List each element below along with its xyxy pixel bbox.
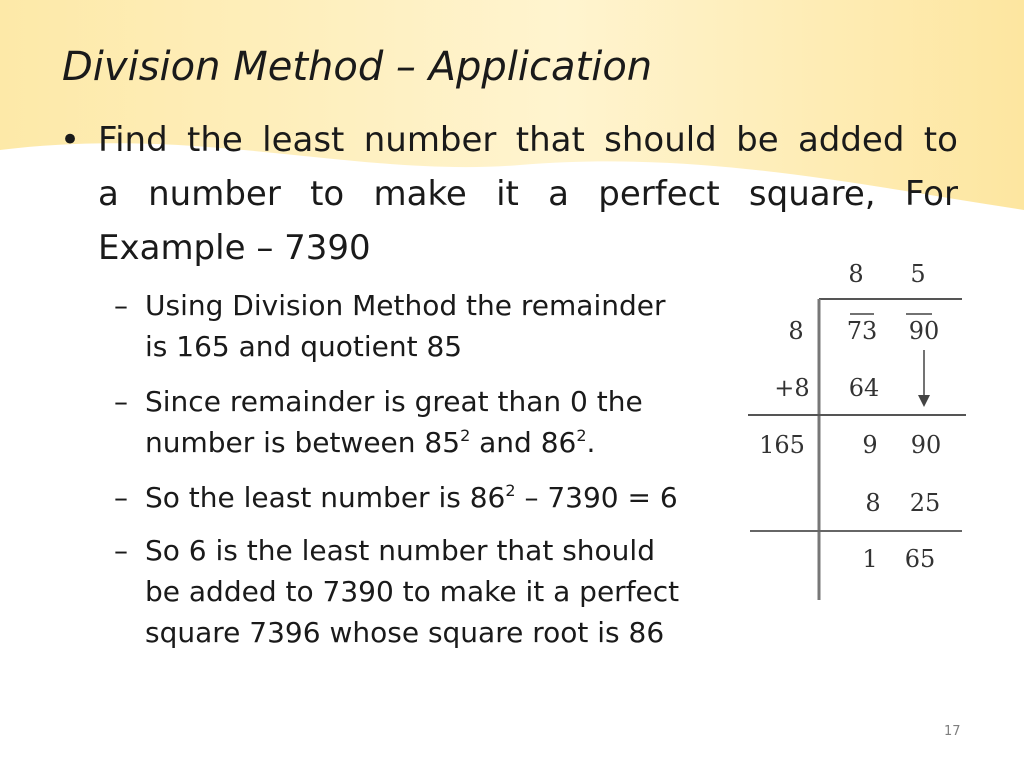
brought-down-90: 90 bbox=[910, 431, 942, 459]
subpoint-line: be added to 7390 to make it a perfect bbox=[145, 575, 680, 608]
word: a bbox=[98, 174, 119, 214]
page-number: 17 bbox=[944, 724, 961, 739]
text: and 86 bbox=[470, 426, 577, 459]
word: that bbox=[515, 120, 585, 160]
word: For bbox=[904, 174, 958, 214]
word: square, bbox=[748, 174, 876, 214]
subtract-8: 8 bbox=[865, 489, 881, 517]
divisor-165: 165 bbox=[759, 431, 805, 459]
word: Find bbox=[98, 120, 168, 160]
main-bullet-line-2 bbox=[98, 167, 958, 221]
subpoint-line: square 7396 whose square root is 86 bbox=[145, 616, 665, 649]
bullet-dot: • bbox=[60, 120, 81, 160]
superscript: 2 bbox=[505, 480, 516, 500]
subpoint-1-text bbox=[145, 285, 665, 367]
remainder-9: 9 bbox=[862, 431, 878, 459]
word: number bbox=[148, 174, 281, 214]
pair-90: 90 bbox=[908, 317, 940, 345]
word: make bbox=[373, 174, 467, 214]
main-bullet-line-3: Example – 7390 bbox=[98, 228, 371, 268]
word: number bbox=[363, 120, 497, 160]
pair-73: 73 bbox=[846, 317, 878, 345]
dash: – bbox=[114, 289, 128, 322]
word: perfect bbox=[598, 174, 720, 214]
slide-title: Division Method – Application bbox=[62, 44, 653, 90]
superscript: 2 bbox=[576, 425, 587, 445]
remainder-65: 65 bbox=[904, 545, 936, 573]
divisor-1: 8 bbox=[788, 317, 804, 345]
subpoint-line bbox=[145, 477, 678, 518]
text: . bbox=[586, 426, 596, 459]
subpoint-3-text bbox=[145, 477, 678, 518]
word: a bbox=[548, 174, 569, 214]
word: least bbox=[262, 120, 345, 160]
remainder-1: 1 bbox=[862, 545, 878, 573]
subtract-64: 64 bbox=[848, 374, 880, 402]
subpoint-4-text bbox=[145, 530, 679, 653]
dash: – bbox=[114, 385, 128, 418]
dash: – bbox=[114, 481, 128, 514]
main-bullet-text bbox=[98, 113, 958, 275]
quotient-digit-1: 8 bbox=[848, 260, 864, 288]
subpoint-line: Using Division Method the remainder bbox=[145, 289, 666, 322]
subpoint-2-text bbox=[145, 381, 643, 463]
quotient-digit-2: 5 bbox=[910, 260, 926, 288]
subpoint-line: So 6 is the least number that should bbox=[145, 534, 655, 567]
word: added bbox=[797, 120, 905, 160]
word: should bbox=[604, 120, 717, 160]
main-bullet-line-1 bbox=[98, 113, 958, 167]
subtract-25: 25 bbox=[909, 489, 941, 517]
subpoint-line: Since remainder is great than 0 the bbox=[145, 385, 643, 418]
superscript: 2 bbox=[460, 425, 471, 445]
subpoint-line bbox=[145, 422, 643, 463]
word: to bbox=[923, 120, 958, 160]
dash: – bbox=[114, 534, 128, 567]
text: So the least number is 86 bbox=[145, 481, 506, 514]
text: number is between 85 bbox=[145, 426, 461, 459]
plus-eight: +8 bbox=[774, 374, 810, 402]
word: the bbox=[187, 120, 243, 160]
long-division-figure bbox=[740, 255, 970, 605]
text: – 7390 = 6 bbox=[515, 481, 678, 514]
figure-background bbox=[740, 255, 970, 605]
word: be bbox=[736, 120, 779, 160]
subpoint-line: is 165 and quotient 85 bbox=[145, 330, 463, 363]
word: to bbox=[310, 174, 345, 214]
word: it bbox=[496, 174, 519, 214]
